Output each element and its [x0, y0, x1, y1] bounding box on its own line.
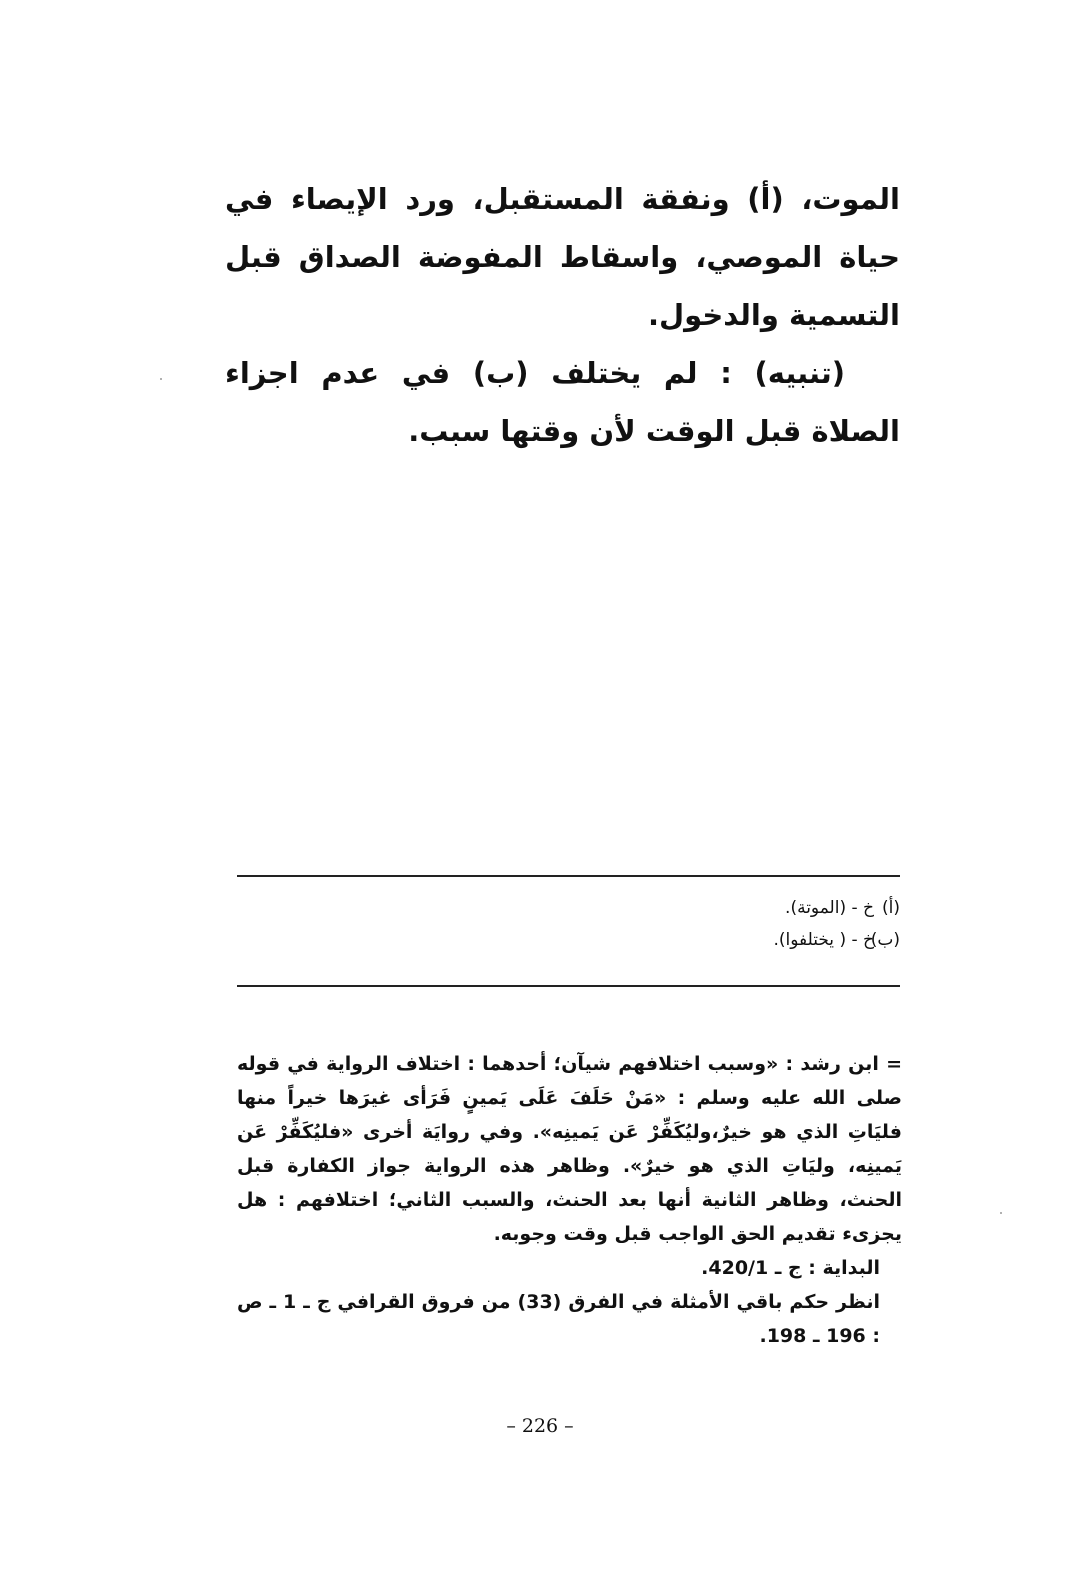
variant-note: [237, 924, 900, 956]
footnote-reference: البداية : ج ـ 420/1.: [701, 1257, 880, 1279]
scan-speck: [160, 378, 162, 380]
tanbih-paragraph: (تنبيه) : لم يختلف (ب) في عدم اجزاء الصلاة قبل الوقت لأن وقتها سبب.: [225, 356, 900, 448]
footnote-quote: = ابن رشد : «وسبب اختلافهم شيآن؛ أحدهما : اختلاف الرواية في قوله صلى الله عليه وسلم : «مَنْ حَلَفَ عَلَى يَمينٍ فَرَأى غيرَها خيراً منها فليَاتِ الذي هو خيرٌ،وليُكَفِّرْ عَن يَمينِه». وفي روايَة أخرى «فليُكَفِّرْ عَن يَمينِه، وليَاتِ الذي هو خيرٌ». وظاهر هذه الرواية جواز الكفارة قبل الحنث، وظاهر الثانية أنها بعد الحنث، والسبب الثاني؛ اختلافهم : هل يجزىء تقديم الحق الواجب قبل وقت وجوبه.: [237, 1053, 902, 1245]
footnote-divider-top: [237, 875, 900, 877]
main-body: [225, 170, 900, 460]
variant-notes: [237, 892, 900, 956]
footnote-divider-bottom: [237, 985, 900, 987]
variant-note: [237, 892, 900, 924]
page-number: – 226 –: [506, 1415, 574, 1437]
variant-text: خ - (الموتة).: [785, 898, 874, 918]
variant-marker: (أ): [882, 898, 900, 918]
footnote-cross-reference: انظر حكم باقي الأمثلة في الفرق (33) من فروق القرافي ج ـ 1 ـ ص : 196 ـ 198.: [237, 1291, 881, 1347]
variant-text: خ - ( يختلفوا).: [773, 930, 874, 950]
variant-marker: (ب): [870, 930, 900, 950]
scan-speck: [1000, 1212, 1002, 1214]
main-paragraph: الموت، (أ) ونفقة المستقبل، ورد الإيصاء في حياة الموصي، واسقاط المفوضة الصداق قبل التسمية والدخول.: [225, 182, 900, 332]
footnote: [237, 1047, 902, 1353]
